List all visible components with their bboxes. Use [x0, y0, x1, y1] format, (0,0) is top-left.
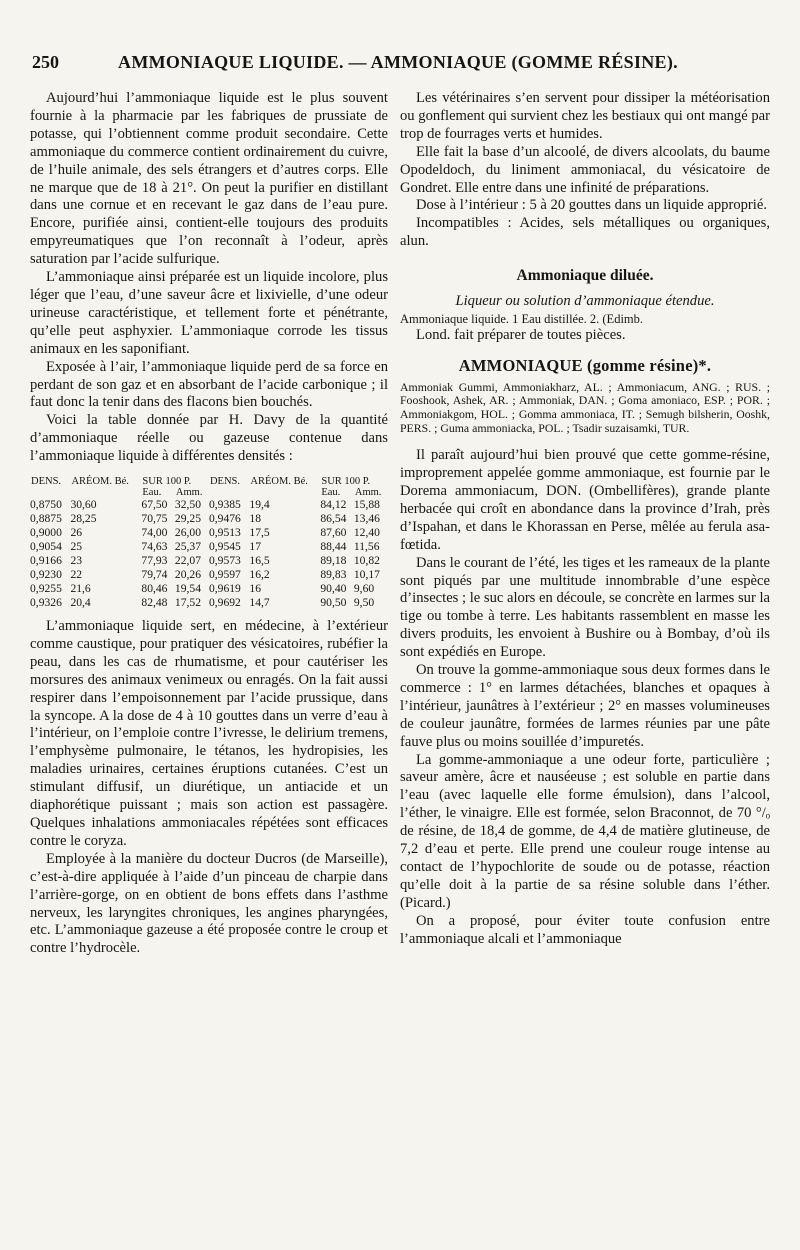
- table-cell: 0,8875: [30, 512, 62, 526]
- table-cell: 17,5: [249, 526, 270, 540]
- table-cell: 28,25: [70, 512, 97, 526]
- table-cell: 0,9000: [30, 526, 62, 540]
- table-cell: 26,00: [174, 526, 201, 540]
- right-column: [400, 90, 770, 949]
- table-cell: 25,37: [174, 540, 201, 554]
- left-column: [30, 90, 388, 958]
- table-header: Amm.: [354, 487, 382, 499]
- density-table: [30, 476, 388, 610]
- table-cell: 19,4: [249, 498, 270, 512]
- table-header: ARÉOM. Bé.: [71, 476, 129, 488]
- paragraph: L’ammoniaque ainsi préparée est un liquide incolore, plus léger que l’eau, d’une saveur âcre et lixivielle, d’une odeur urineuse caractéristique, et tellement forte et pénétrante, qu’elle peut asphyxier. L’ammoniaque corrode les tissus animaux en les saponifiant.: [30, 269, 388, 357]
- table-cell: 22,07: [174, 554, 201, 568]
- table-cell: 0,9385: [208, 498, 241, 512]
- table-cell: 29,25: [174, 512, 201, 526]
- table-cell: 23: [70, 554, 83, 568]
- table-cell: 70,75: [141, 512, 168, 526]
- table-cell: 19,54: [174, 582, 201, 596]
- section-subheading: Liqueur ou solution d’ammoniaque étendue.: [455, 293, 715, 310]
- table-cell: 0,9573: [208, 554, 241, 568]
- paragraph: Il paraît aujourd’hui bien prouvé que cette gomme-résine, improprement appelée gomme ammoniaque, est fournie par le Dorema ammoniacum, DON. (Ombellifères), grande plante herbacée qui croît en abondance dans la province d’Irah, près d’Ispahan, et dans le Khorassan en Perse, mêlée au ferula asa-fœtida.: [400, 447, 770, 553]
- table-row: [30, 526, 388, 540]
- table-row: [30, 512, 388, 526]
- paragraph: Elle fait la base d’un alcoolé, de divers alcoolats, du baume Opodeldoch, du liniment ammoniacal, du vésicatoire de Gondret. Elle entre dans une infinité de préparations.: [400, 143, 770, 196]
- table-cell: 0,9166: [30, 554, 62, 568]
- table-cell: 9,50: [353, 596, 375, 610]
- table-cell: 25: [70, 540, 83, 554]
- table-cell: 0,9255: [30, 582, 62, 596]
- table-cell: 20,26: [174, 568, 201, 582]
- table-row: [30, 568, 388, 582]
- paragraph: Dose à l’intérieur : 5 à 20 gouttes dans un liquide approprié.: [416, 197, 767, 214]
- table-header: SUR 100 P.: [321, 476, 371, 488]
- table-cell: 89,18: [320, 554, 347, 568]
- table-cell: 18: [249, 512, 261, 526]
- table-header-row: [30, 487, 388, 498]
- paragraph: Employée à la manière du docteur Ducros (de Marseille), c’est-à-dire appliquée à l’aide d’un pinceau de charpie dans l’arrière-gorge, on en obtient de bons effets dans l’asthme nerveux, les laryngites chroniques, les angines pharyngées, etc. L’ammoniaque gazeuse a été proposée contre le croup et contre l’hydrocèle.: [30, 850, 388, 957]
- table-cell: 15,88: [353, 498, 380, 512]
- table-cell: 16,5: [249, 554, 270, 568]
- table-header: Eau.: [321, 487, 341, 499]
- table-cell: 30,60: [70, 498, 97, 512]
- paragraph: L’ammoniaque liquide sert, en médecine, à l’extérieur comme caustique, pour pratiquer des vésicatoires, rubéfier la peau, dans les cas de rhumatisme, et pour cautériser les morsures des animaux venimeux ou enragés. On la fait aussi respirer dans l’empoisonnement par l’acide prussique, dans la syncope. A la dose de 4 à 10 gouttes dans un verre d’eau à l’intérieur, on l’emploie contre l’ivresse, le delirium tremens, l’emphysème pulmonaire, le tétanos, les hydropisies, les maladies urinaires, certaines éruptions cutanées. C’est un stimulant diffusif, un diurétique, un antiacide et un diaphorétique puissant ; mais son action est passagère. Quelques inhalations ammoniacales répétées sont efficaces contre le coryza.: [30, 618, 388, 849]
- paragraph: Aujourd’hui l’ammoniaque liquide est le plus souvent fournie à la pharmacie par les fabriques de prussiate de potasse, qui l’obtiennent comme produit secondaire. Cette ammoniaque du commerce contient ordinairement du cuivre, de l’huile animale, des sels étrangers et d’autres corps. Elle ne marque que de 18 à 21°. On peut la purifier en distillant dans une cornue et en recevant le gaz dans de l’eau pure. Encore, purifiée ainsi, contient-elle toujours des produits empyreumatiques que l’on reconnaît à l’odeur, après saturation par l’acide sulfurique.: [30, 90, 388, 268]
- table-cell: 22: [70, 568, 83, 582]
- table-header: Eau.: [142, 487, 162, 499]
- table-header: Amm.: [175, 487, 203, 499]
- table-cell: 20,4: [70, 596, 91, 610]
- table-cell: 0,9545: [208, 540, 241, 554]
- table-header: SUR 100 P.: [142, 476, 192, 488]
- table-cell: 86,54: [320, 512, 347, 526]
- paragraph: Voici la table donnée par H. Davy de la quantité d’ammoniaque réelle ou gazeuse contenue dans l’ammoniaque liquide à différentes densités :: [30, 412, 388, 465]
- synonyms: Ammoniak Gummi, Ammoniakharz, AL. ; Ammoniacum, ANG. ; RUS. ; Fooshook, Ashek, AR. ; Ammoniak, DAN. ; Goma amoniaco, ESP. ; POR. ; Ammoniakgom, HOL. ; Gomma ammoniaca, IT. ; Semugh bilsherin, Ooshk, PERS. ; Guma ammoniacka, POL. ; Tsadir suzaisamki, TUR.: [400, 379, 770, 435]
- paragraph: On trouve la gomme-ammoniaque sous deux formes dans le commerce : 1° en larmes détachées, blanches et opaques à l’intérieur, jaunâtres à l’extérieur ; 2° en masses volumineuses de couleur jaunâtre, formées de larmes réunies par une pâte fauve plus ou moins souillée d’impuretés.: [400, 662, 770, 750]
- table-row: [30, 554, 388, 568]
- table-cell: 11,56: [353, 540, 380, 554]
- table-cell: 0,9230: [30, 568, 62, 582]
- table-cell: 0,8750: [30, 498, 62, 512]
- table-cell: 67,50: [141, 498, 168, 512]
- table-cell: 0,9619: [208, 582, 241, 596]
- table-header: DENS.: [31, 476, 62, 488]
- table-cell: 79,74: [141, 568, 168, 582]
- table-cell: 84,12: [320, 498, 347, 512]
- table-cell: 89,83: [320, 568, 347, 582]
- table-cell: 0,9597: [208, 568, 241, 582]
- paragraph: Les vétérinaires s’en servent pour dissiper la météorisation ou gonflement qui survient chez les bestiaux qui ont mangé par trop de fourrages verts et humides.: [400, 90, 770, 142]
- table-cell: 21,6: [70, 582, 91, 596]
- table-cell: 26: [70, 526, 83, 540]
- table-cell: 0,9054: [30, 540, 62, 554]
- page-number: 250: [32, 52, 59, 72]
- table-cell: 88,44: [320, 540, 347, 554]
- table-row: [30, 582, 388, 596]
- paragraph: La gomme-ammoniaque a une odeur forte, particulière ; saveur amère, âcre et nauséeuse ; est soluble en partie dans l’eau (avec laquelle elle forme émulsion), dans l’alcool, l’éther, le vinaigre. Elle est formée, selon Braconnot, de 70 °/ₒ de résine, de 18,4 de gomme, de 4,4 de matière glutineuse, de 7,2 d’eau et perte. Elle prend une couleur rouge intense au contact de l’hypochlorite de soude ou de potasse, réaction qu’elle doit à la partie de sa résine soluble dans l’éther. (Picard.): [400, 751, 770, 911]
- section-heading: AMMONIAQUE (gomme résine)*.: [458, 355, 712, 375]
- table-cell: 12,40: [353, 526, 380, 540]
- section-heading: Ammoniaque diluée.: [516, 267, 654, 285]
- table-row: [30, 540, 388, 554]
- table-cell: 74,00: [141, 526, 168, 540]
- table-cell: 74,63: [141, 540, 168, 554]
- table-cell: 10,17: [353, 568, 380, 582]
- table-cell: 0,9476: [208, 512, 241, 526]
- table-cell: 82,48: [141, 596, 168, 610]
- table-cell: 16,2: [249, 568, 270, 582]
- table-row: [30, 498, 388, 512]
- paragraph: Exposée à l’air, l’ammoniaque liquide perd de sa force en perdant de son gaz et en absorbant de l’acide carbonique ; il faut donc la tenir dans des flacons bien bouchés.: [30, 358, 388, 411]
- page-header: [32, 52, 764, 82]
- table-cell: 9,60: [353, 582, 375, 596]
- table-cell: 0,9326: [30, 596, 62, 610]
- table-header-row: [30, 476, 388, 487]
- table-cell: 14,7: [249, 596, 270, 610]
- table-cell: 13,46: [353, 512, 380, 526]
- table-cell: 0,9513: [208, 526, 241, 540]
- recipe-line: Ammoniaque liquide. 1 Eau distillée. 2. (Edimb.: [400, 311, 644, 326]
- table-cell: 32,50: [174, 498, 201, 512]
- table-cell: 90,40: [320, 582, 347, 596]
- table-cell: 16: [249, 582, 261, 596]
- table-header: DENS.: [209, 476, 241, 488]
- paragraph: Lond. fait préparer de toutes pièces.: [416, 326, 626, 343]
- table-cell: 77,93: [141, 554, 168, 568]
- table-cell: 10,82: [353, 554, 380, 568]
- table-row: [30, 596, 388, 610]
- table-cell: 80,46: [141, 582, 168, 596]
- paragraph: On a proposé, pour éviter toute confusion entre l’ammoniaque alcali et l’ammoniaque: [400, 912, 770, 947]
- table-cell: 0,9692: [208, 596, 241, 610]
- table-cell: 87,60: [320, 526, 347, 540]
- table-cell: 17,52: [174, 596, 201, 610]
- table-cell: 90,50: [320, 596, 347, 610]
- paragraph: Incompatibles : Acides, sels métalliques ou organiques, alun.: [400, 215, 770, 250]
- table-header: ARÉOM. Bé.: [250, 476, 308, 488]
- table-body: [30, 498, 388, 610]
- running-title: AMMONIAQUE LIQUIDE. — AMMONIAQUE (GOMME RÉSINE).: [118, 52, 678, 72]
- paragraph: Dans le courant de l’été, les tiges et les rameaux de la plante sont piqués par une multitude innombrable d’une espèce d’insectes ; le suc alors en découle, se concrète en larmes sur la tige ou tombe à terre. Les habitants rassemblent en masse les divers produits, les envoient à Bushire ou à Bombay, d’où ils sont expédiés en Europe.: [400, 554, 770, 661]
- table-cell: 17: [249, 540, 261, 554]
